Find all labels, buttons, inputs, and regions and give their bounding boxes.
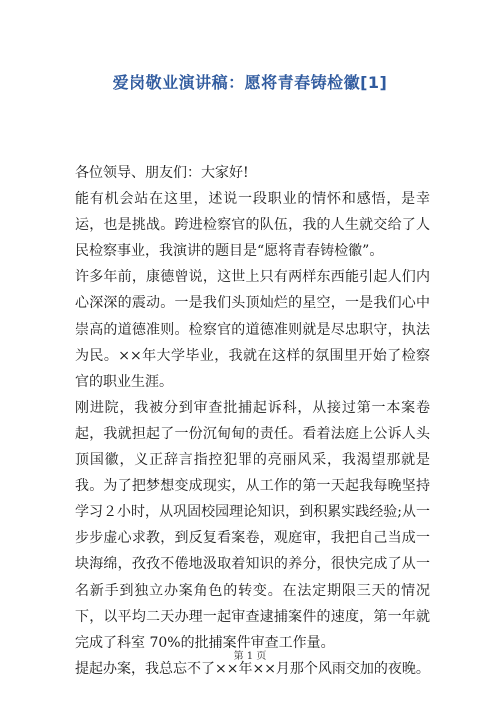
page-number: 第 1 页 [233, 651, 267, 662]
paragraph: 刚进院，我被分到审查批捕起诉科，从接过第一本案卷起，我就担起了一份沉甸甸的责任。看着法庭上公诉人头顶国徽，义正辞言指控犯罪的亮丽风采，我渴望那就是我。为了把梦想变成现实，从工作的第一天起我每晚坚持学习２小时，从巩固校园理论知识，到积累实践经验;从一步步虚心求教，到反复看案卷，观庭审，我把自己当成一块海绵，孜孜不倦地汲取着知识的养分，很快完成了从一名新手到独立办案角色的转变。在法定期限三天的情况下，以平均二天办理一起审查逮捕案件的速度，第一年就完成了科室 70%的批捕案件审查工作量。 [75, 399, 430, 651]
document-body [75, 160, 430, 682]
paragraph: 提起办案，我总忘不了××年××月那个风雨交加的夜晚。 [75, 660, 430, 677]
paragraph: 许多年前，康德曾说，这世上只有两样东西能引起人们内心深深的震动。一是我们头顶灿烂的星空，一是我们心中崇高的道德准则。检察官的道德准则就是尽忠职守，执法为民。××年大学毕业，我就在这样的氛围里开始了检察官的职业生涯。 [75, 269, 430, 390]
document-title: 爱岗敬业演讲稿：愿将青春铸检徽[1] [112, 73, 388, 92]
paragraph-greeting: 各位领导、朋友们：大家好! [75, 165, 249, 181]
paragraph: 能有机会站在这里，述说一段职业的情怀和感悟，是幸运，也是挑战。跨进检察官的队伍，我的人生就交给了人民检察事业，我演讲的题目是“愿将青春铸检徽”。 [75, 191, 430, 260]
